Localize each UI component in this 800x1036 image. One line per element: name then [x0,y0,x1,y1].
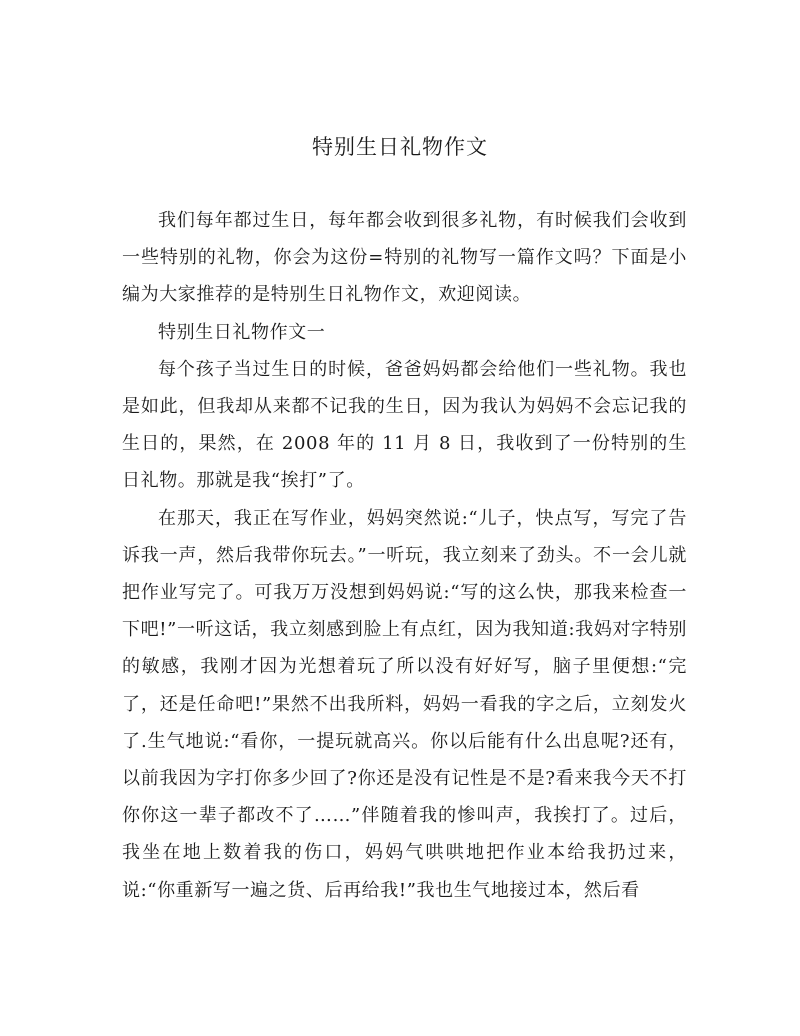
section-heading: 特别生日礼物作文一 [158,321,326,343]
intro-paragraph: 我们每年都过生日，每年都会收到很多礼物，有时候我们会收到一些特别的礼物，你会为这份=特别的礼物写一篇作文吗？下面是小编为大家推荐的是特别生日礼物作文，欢迎阅读。 [122,210,687,306]
document-body [122,202,687,909]
document-title: 特别生日礼物作文 [312,135,488,159]
body-paragraph: 每个孩子当过生日的时候，爸爸妈妈都会给他们一些礼物。我也是如此，但我却从来都不记我的生日，因为我认为妈妈不会忘记我的生日的，果然，在 2008 年的 11 月 8 日，我收到了一份特别的生日礼物。那就是我“挨打”了。 [122,358,687,492]
body-paragraph: 在那天，我正在写作业，妈妈突然说:“儿子，快点写，写完了告诉我一声，然后我带你玩去。”一听玩，我立刻来了劲头。不一会儿就把作业写完了。可我万万没想到妈妈说:“写的这么快，那我来检查一下吧!”一听这话，我立刻感到脸上有点红，因为我知道:我妈对字特别的敏感，我刚才因为光想着玩了所以没有好好写，脑子里便想:“完了，还是任命吧!”果然不出我所料，妈妈一看我的字之后，立刻发火了.生气地说:“看你，一提玩就高兴。你以后能有什么出息呢?还有，以前我因为字打你多少回了?你还是没有记性是不是?看来我今天不打你你这一辈子都改不了……”伴随着我的惨叫声，我挨打了。过后，我坐在地上数着我的伤口，妈妈气哄哄地把作业本给我扔过来，说:“你重新写一遍之货、后再给我!”我也生气地接过本，然后看 [122,507,687,901]
